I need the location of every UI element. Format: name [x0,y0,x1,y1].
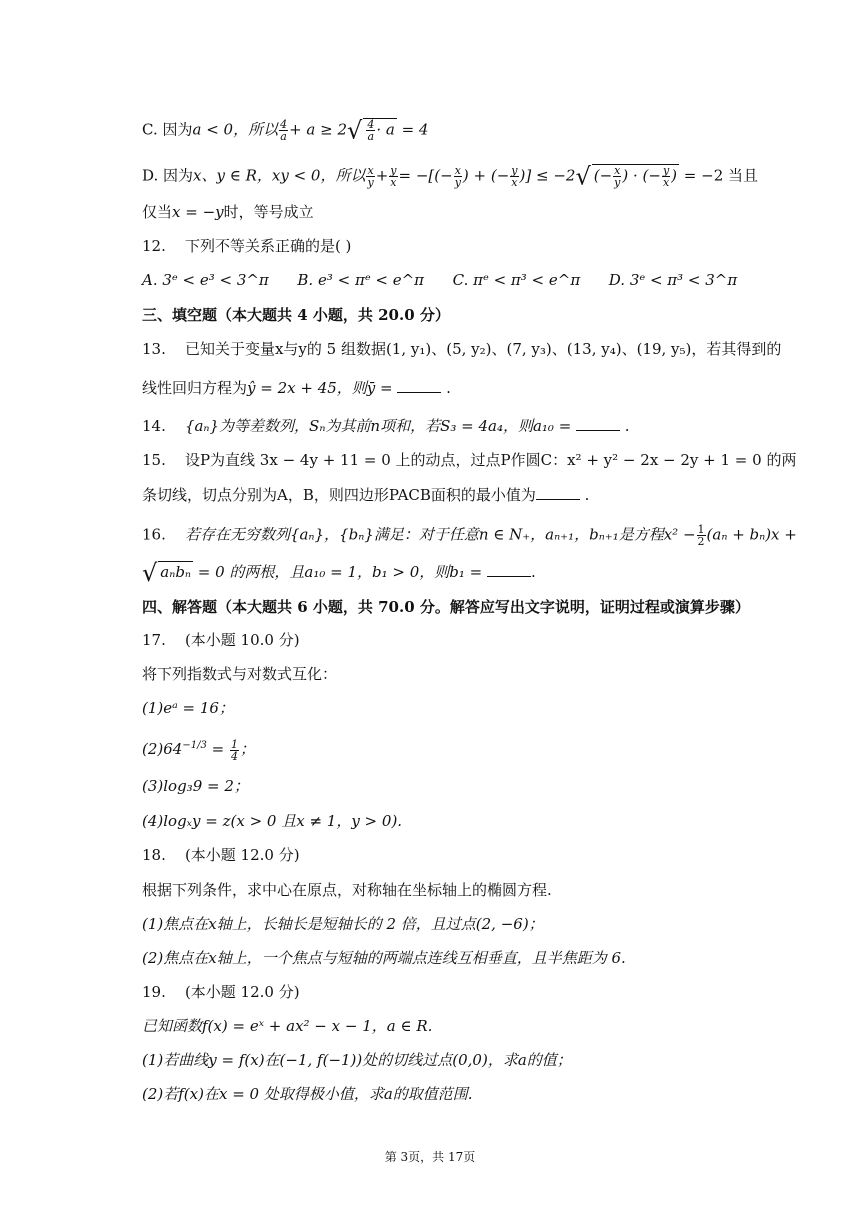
question-score: (本小题 10.0 分) [184,631,300,649]
fraction: $\frac{x}{y}$ [367,164,374,189]
text: 线性回归方程为 [142,379,248,397]
q19-part1: (1)若曲线y = f(x)在(−1, f(−1))处的切线过点(0,0)，求a的值； [142,1051,572,1069]
fraction: $\frac{1}{4}$ [230,737,238,763]
question-score: (本小题 12.0 分) [184,983,300,1001]
option-c-label: C. 因为 [142,120,193,139]
question-number: 16. [142,525,166,544]
option-d-math1: x、y ∈ R，xy < 0，所以 [193,166,366,185]
text: . [441,379,451,397]
text: . [531,563,536,581]
radical-sign: √ [347,116,363,145]
question-text: {aₙ}为等差数列，Sₙ为其前n项和，若S₃ = 4a₄，则a₁₀ = [184,417,577,435]
question-number: 18. [142,846,166,864]
q15-line2 [142,485,589,505]
q15-line1 [142,450,796,470]
option-d-math3: ) + (− [462,166,510,185]
option-d: D. 3ᵉ < π³ < 3^π [608,271,738,289]
section-title-fill-in: 三、填空题（本大题共 4 小题，共 20.0 分） [142,306,450,324]
q18-stem: 根据下列条件，求中心在原点，对称轴在坐标轴上的椭圆方程. [142,881,552,899]
q11-option-c [142,116,429,145]
q16-line1 [142,524,797,547]
section-title-solutions: 四、解答题（本大题共 6 小题，共 70.0 分。解答应写出文字说明，证明过程或演算步骤） [142,598,750,616]
q11-option-d: D. 因为x、y ∈ R，xy < 0，所以 $\frac{x}{y}$ + $\frac{y}{x}$ = −[(− $\frac{x}{y}$ ) + (− $\frac{y}{x}$ )] ≤ −2√ (− $\frac{x}{y}$ ) · (− $\frac{y}{x}$ ) = −2 当且 [142,162,759,191]
q19-header [142,982,300,1002]
q14 [142,416,630,436]
question-number: 13. [142,340,166,358]
radical-sign: √ [142,559,158,587]
question-number: 14. [142,417,166,435]
sqrt-body: aₙbₙ [160,563,191,581]
radical-sign: √ [575,162,591,191]
q12-options [142,270,737,290]
answer-blank [487,562,531,577]
question-number: 17. [142,631,166,649]
math: = 0 的两根，且a₁₀ = 1，b₁ > 0，则b₁ = [193,563,488,581]
q18-header [142,845,300,865]
q17-header [142,630,300,650]
page-footer: 第 3页，共 17页 [384,1150,476,1164]
question-text: 下列不等关系正确的是( ) [184,237,352,255]
question-number: 12. [142,237,166,255]
q12-stem [142,236,351,256]
option-a: A. 3ᵉ < e³ < 3^π [142,271,269,289]
question-text: 若存在无穷数列{aₙ}，{bₙ}满足：对于任意n ∈ N₊，aₙ₊₁，bₙ₊₁是方程x² − [184,525,696,544]
answer-blank [536,485,580,500]
q19-stem: 已知函数f(x) = eˣ + ax² − x − 1，a ∈ R. [142,1017,433,1035]
option-d-math2: = −[(− [398,166,453,185]
answer-blank [397,378,441,393]
fraction: $\frac{1}{2}$ [697,523,705,548]
text: . [620,417,630,435]
question-number: 19. [142,983,166,1001]
fraction: $\frac{y}{x}$ [390,164,397,189]
math: x = −y [172,203,224,221]
text: ； [239,740,255,758]
question-score: (本小题 12.0 分) [184,846,300,864]
text: 仅当 [142,203,173,221]
math: (aₙ + bₙ)x + [706,525,797,544]
fraction: $\frac{4}{a}$ [280,118,288,143]
option-c-math: a < 0，所以 [192,120,279,139]
text: . [579,486,590,504]
q16-line2 [142,559,536,587]
option-c: C. πᵉ < π³ < e^π [452,271,581,289]
math: ŷ = 2x + 45，则ȳ = [247,379,398,397]
q17-part2 [142,736,255,762]
text: 时，等号成立 [223,203,314,221]
exponent: −1/3 [182,740,207,751]
sqrt-body: $\frac{4}{a}$ · a [363,118,396,142]
q18-part2: (2)焦点在x轴上，一个焦点与短轴的两端点连线互相垂直，且半焦距为 6. [142,949,626,967]
q17-stem: 将下列指数式与对数式互化： [142,665,338,683]
text: 条切线，切点分别为A，B，则四边形PACB面积的最小值为 [142,486,536,504]
q13-line2 [142,378,451,398]
text: (2)64 [142,740,183,758]
option-c-tail: + a ≥ 2 [289,120,348,139]
q17-part1: (1)eᵃ = 16； [142,699,234,717]
q17-part4: (4)logₓy = z(x > 0 且x ≠ 1，y > 0). [142,812,403,830]
q11-option-d-line2 [142,202,314,222]
option-b: B. e³ < πᵉ < e^π [297,271,425,289]
text: = [206,740,229,758]
q19-part2: (2)若f(x)在x = 0 处取得极小值，求a的取值范围. [142,1085,473,1103]
q18-part1: (1)焦点在x轴上，长轴长是短轴长的 2 倍，且过点(2, −6)； [142,915,544,933]
question-number: 15. [142,451,166,469]
option-d-label: D. 因为 [142,166,194,185]
answer-blank [576,416,620,431]
option-d-math4: )] ≤ −2 [519,166,576,185]
question-text: 已知关于变量x与y的 5 组数据(1, y₁)、(5, y₂)、(7, y₃)、(13, y₄)、(19, y₅)，若其得到的 [184,340,782,358]
option-d-end: = −2 当且 [679,166,759,185]
option-c-end: = 4 [396,120,429,139]
sqrt-body: (− $\frac{x}{y}$ ) · (− $\frac{y}{x}$ ) [593,164,678,189]
q17-part3: (3)log₃9 = 2； [142,777,249,795]
question-text: 设P为直线 3x − 4y + 11 = 0 上的动点，过点P作圆C：x² + y² − 2x − 2y + 1 = 0 的两 [184,451,797,469]
q13-line1 [142,339,781,359]
